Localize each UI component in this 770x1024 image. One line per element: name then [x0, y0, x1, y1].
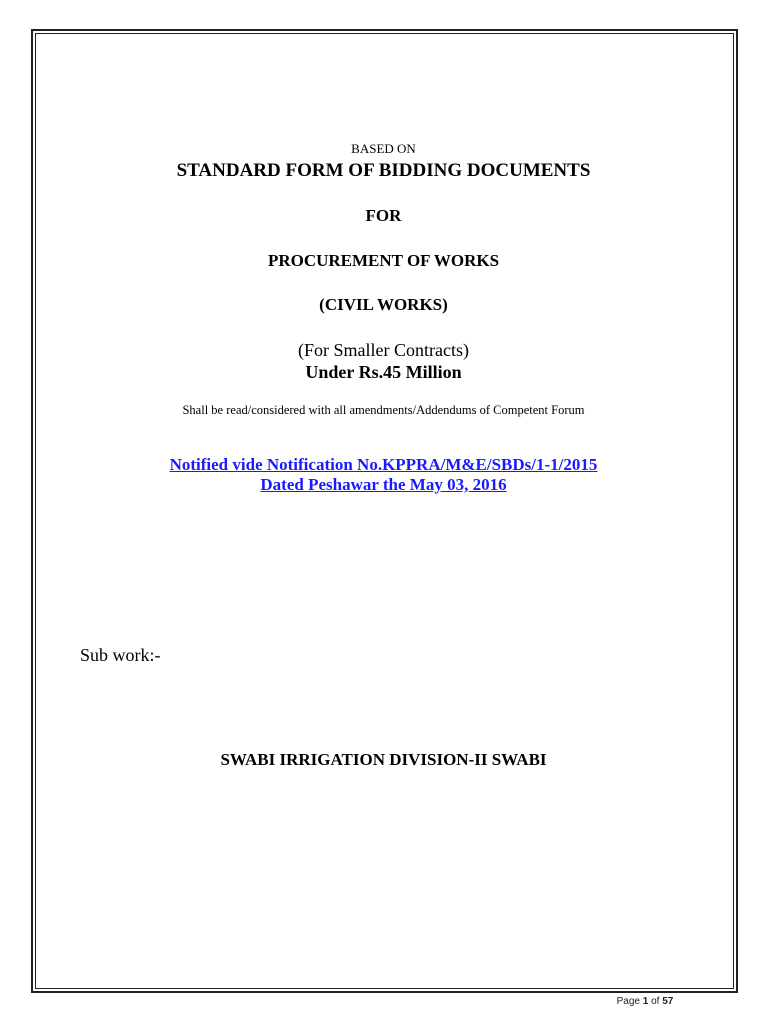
- page-number-footer: [600, 996, 690, 1007]
- current-page: 1: [642, 996, 649, 1007]
- page-word: Page: [616, 996, 640, 1007]
- sub-work-label: Sub work:-: [80, 645, 161, 665]
- for-label: FOR: [365, 206, 402, 225]
- total-pages: 57: [662, 996, 674, 1007]
- civil-works-heading: (CIVIL WORKS): [319, 295, 448, 314]
- document-title: STANDARD FORM OF BIDDING DOCUMENTS: [176, 160, 591, 181]
- division-name: SWABI IRRIGATION DIVISION-II SWABI: [220, 750, 547, 769]
- smaller-contracts-label: (For Smaller Contracts): [298, 340, 469, 360]
- notification-date-link[interactable]: Dated Peshawar the May 03, 2016: [260, 475, 507, 494]
- contract-limit: Under Rs.45 Million: [305, 362, 462, 382]
- of-word: of: [651, 996, 660, 1007]
- notification-block: [35, 455, 732, 495]
- procurement-heading: PROCUREMENT OF WORKS: [267, 251, 500, 270]
- notification-link[interactable]: Notified vide Notification No.KPPRA/M&E/SBDs/1-1/2015: [169, 455, 598, 474]
- amendments-note: Shall be read/considered with all amendments/Addendums of Competent Forum: [182, 403, 585, 417]
- based-on-label: BASED ON: [351, 141, 416, 156]
